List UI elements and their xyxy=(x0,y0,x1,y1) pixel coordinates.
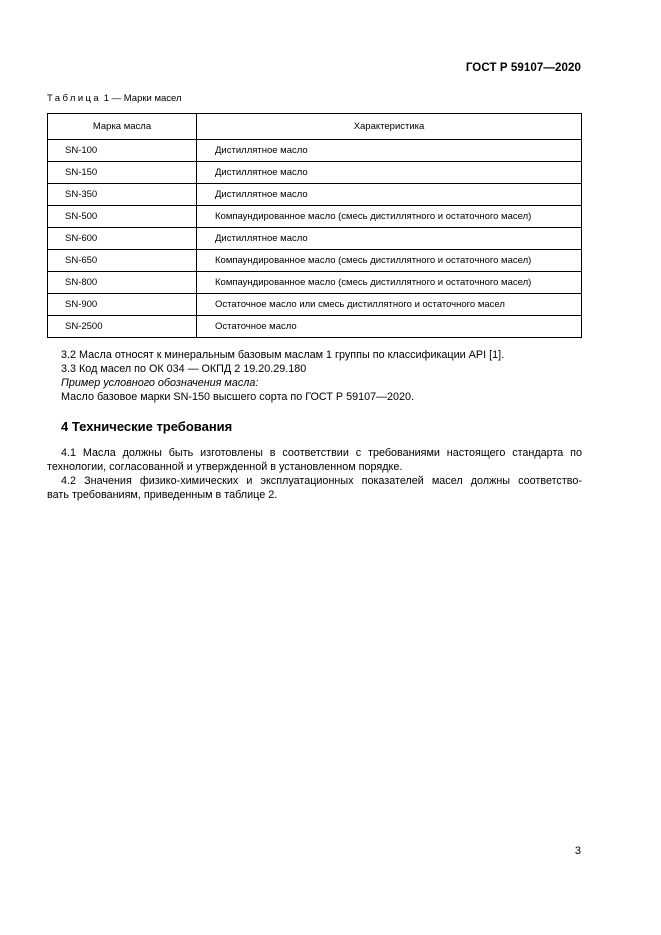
grade-cell: SN-600 xyxy=(48,228,197,250)
grade-cell: SN-100 xyxy=(48,140,197,162)
table-caption-title: 1 — Марки масел xyxy=(101,93,182,104)
section-4-title: 4 Технические требования xyxy=(61,419,233,434)
table-row xyxy=(48,162,582,184)
characteristic-cell: Дистиллятное масло xyxy=(197,184,582,206)
page-number: 3 xyxy=(574,845,581,857)
table-row xyxy=(48,184,582,206)
grade-cell: SN-900 xyxy=(48,294,197,316)
oil-grades-table xyxy=(47,113,582,338)
paragraph-4-2 xyxy=(47,474,582,502)
characteristic-cell: Остаточное масло или смесь дистиллятного и остаточного масел xyxy=(197,294,582,316)
clause-3-2: 3.2 Масла относят к минеральным базовым маслам 1 группы по классификации API [1]. xyxy=(61,349,505,361)
grade-cell: SN-800 xyxy=(48,272,197,294)
document-code-header: ГОСТ Р 59107—2020 xyxy=(465,62,581,74)
grade-cell: SN-2500 xyxy=(48,316,197,338)
table-row xyxy=(48,294,582,316)
paragraph-4-1-line-2: технологии, согласованной и утвержденной в установленном порядке. xyxy=(47,461,403,473)
table-row xyxy=(48,272,582,294)
paragraph-4-1-line-1: 4.1 Масла должны быть изготовлены в соответствии с требованиями настоящего стандарта по xyxy=(61,447,582,459)
clause-3-3: 3.3 Код масел по ОК 034 — ОКПД 2 19.20.29.180 xyxy=(61,363,307,375)
paragraph-4-2-line-2: вать требованиям, приведенным в таблице 2. xyxy=(47,489,278,501)
characteristic-cell: Дистиллятное масло xyxy=(197,162,582,184)
paragraph-4-2-line-1: 4.2 Значения физико-химических и эксплуатационных показателей масел должны соответство- xyxy=(61,475,582,487)
example-label: Пример условного обозначения масла: xyxy=(61,377,259,389)
grade-cell: SN-350 xyxy=(48,184,197,206)
table-row xyxy=(48,250,582,272)
paragraph-4-1 xyxy=(47,446,582,474)
table-row xyxy=(48,316,582,338)
table-row xyxy=(48,206,582,228)
column-header-characteristic: Характеристика xyxy=(197,114,582,140)
characteristic-cell: Дистиллятное масло xyxy=(197,228,582,250)
clause-3-block xyxy=(61,348,582,404)
example-text: Масло базовое марки SN-150 высшего сорта по ГОСТ Р 59107—2020. xyxy=(61,391,414,403)
grade-cell: SN-650 xyxy=(48,250,197,272)
table-row xyxy=(48,228,582,250)
characteristic-cell: Компаундированное масло (смесь дистиллятного и остаточного масел) xyxy=(197,272,582,294)
grade-cell: SN-150 xyxy=(48,162,197,184)
characteristic-cell: Дистиллятное масло xyxy=(197,140,582,162)
table-row xyxy=(48,140,582,162)
table-caption-prefix: Таблица xyxy=(47,93,102,104)
characteristic-cell: Компаундированное масло (смесь дистиллятного и остаточного масел) xyxy=(197,206,582,228)
characteristic-cell: Остаточное масло xyxy=(197,316,582,338)
table-1-caption xyxy=(47,93,182,104)
column-header-grade: Марка масла xyxy=(48,114,197,140)
grade-cell: SN-500 xyxy=(48,206,197,228)
characteristic-cell: Компаундированное масло (смесь дистиллятного и остаточного масел) xyxy=(197,250,582,272)
table-header-row xyxy=(48,114,582,140)
